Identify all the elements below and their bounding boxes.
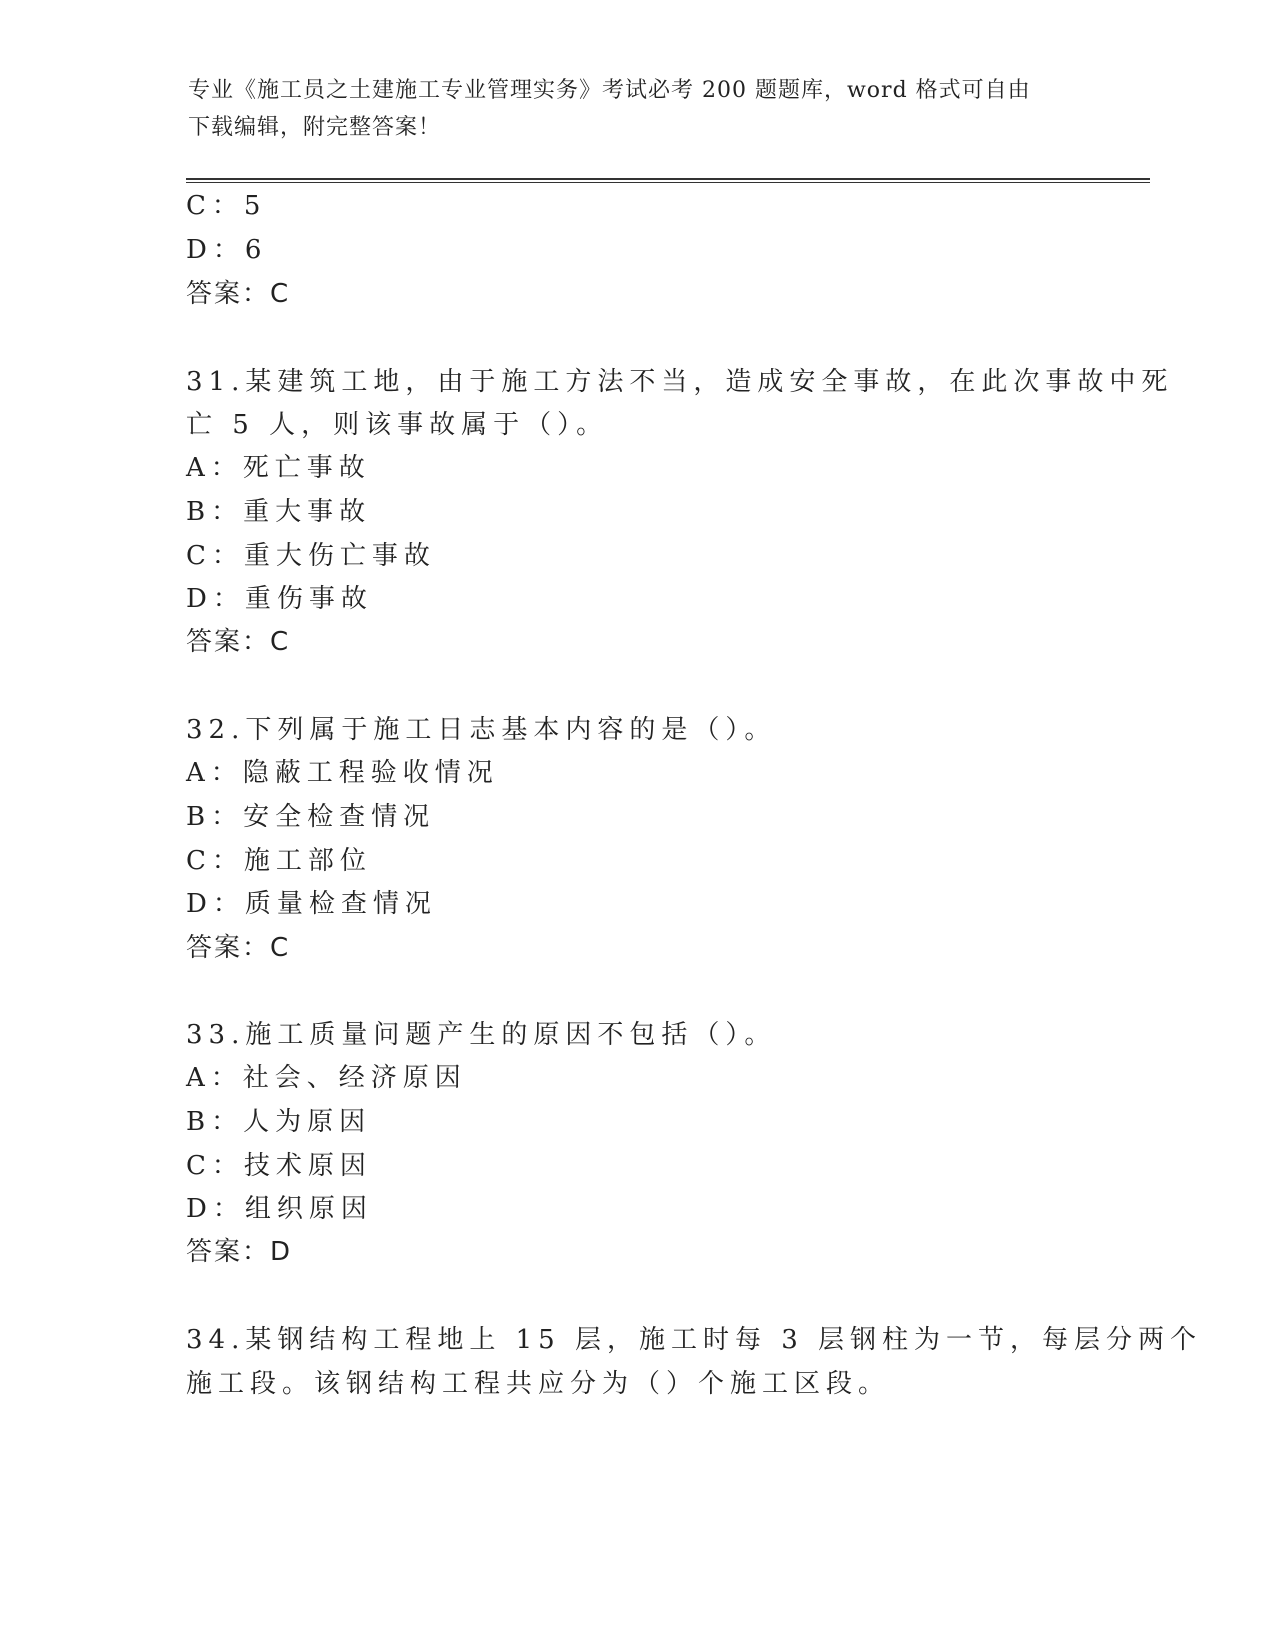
question-33-option-d: D：组织原因	[186, 1194, 373, 1224]
question-31-option-c: C：重大伤亡事故	[186, 541, 436, 571]
question-31-answer: 答案：C	[186, 627, 291, 657]
question-33-answer: 答案：D	[186, 1237, 293, 1267]
document-header	[188, 72, 1088, 146]
header-line-2: 下载编辑，附完整答案！	[188, 115, 442, 140]
option-d: D：6	[186, 235, 268, 265]
question-31-option-a: A：死亡事故	[186, 453, 371, 483]
question-31-text-line-2: 亡 5 人，则该事故属于（）。	[186, 410, 609, 440]
question-32-option-b: B：安全检查情况	[186, 802, 436, 832]
question-31-text-line-1: 31.某建筑工地，由于施工方法不当，造成安全事故，在此次事故中死	[186, 367, 1174, 397]
answer: 答案：C	[186, 279, 291, 309]
question-34-text-line-1: 34.某钢结构工程地上 15 层，施工时每 3 层钢柱为一节，每层分两个	[186, 1325, 1203, 1355]
question-34-text-line-2: 施工段。该钢结构工程共应分为（）个施工区段。	[186, 1369, 891, 1399]
question-33-option-c: C：技术原因	[186, 1151, 372, 1181]
question-33-option-b: B：人为原因	[186, 1107, 372, 1137]
question-31-option-d: D：重伤事故	[186, 584, 373, 614]
question-31-option-b: B：重大事故	[186, 497, 372, 527]
header-line-1: 专业《施工员之土建施工专业管理实务》考试必考 200 题题库，word 格式可自由	[188, 78, 1031, 103]
question-32-text: 32.下列属于施工日志基本内容的是（）。	[186, 715, 777, 745]
option-c: C：5	[186, 191, 267, 221]
question-32-option-a: A：隐蔽工程验收情况	[186, 758, 499, 788]
question-33-option-a: A：社会、经济原因	[186, 1063, 467, 1093]
question-33-text: 33.施工质量问题产生的原因不包括（）。	[186, 1020, 777, 1050]
question-32-option-d: D：质量检查情况	[186, 889, 437, 919]
question-32-answer: 答案：C	[186, 933, 291, 963]
question-32-option-c: C：施工部位	[186, 846, 372, 876]
header-divider	[186, 178, 1150, 183]
